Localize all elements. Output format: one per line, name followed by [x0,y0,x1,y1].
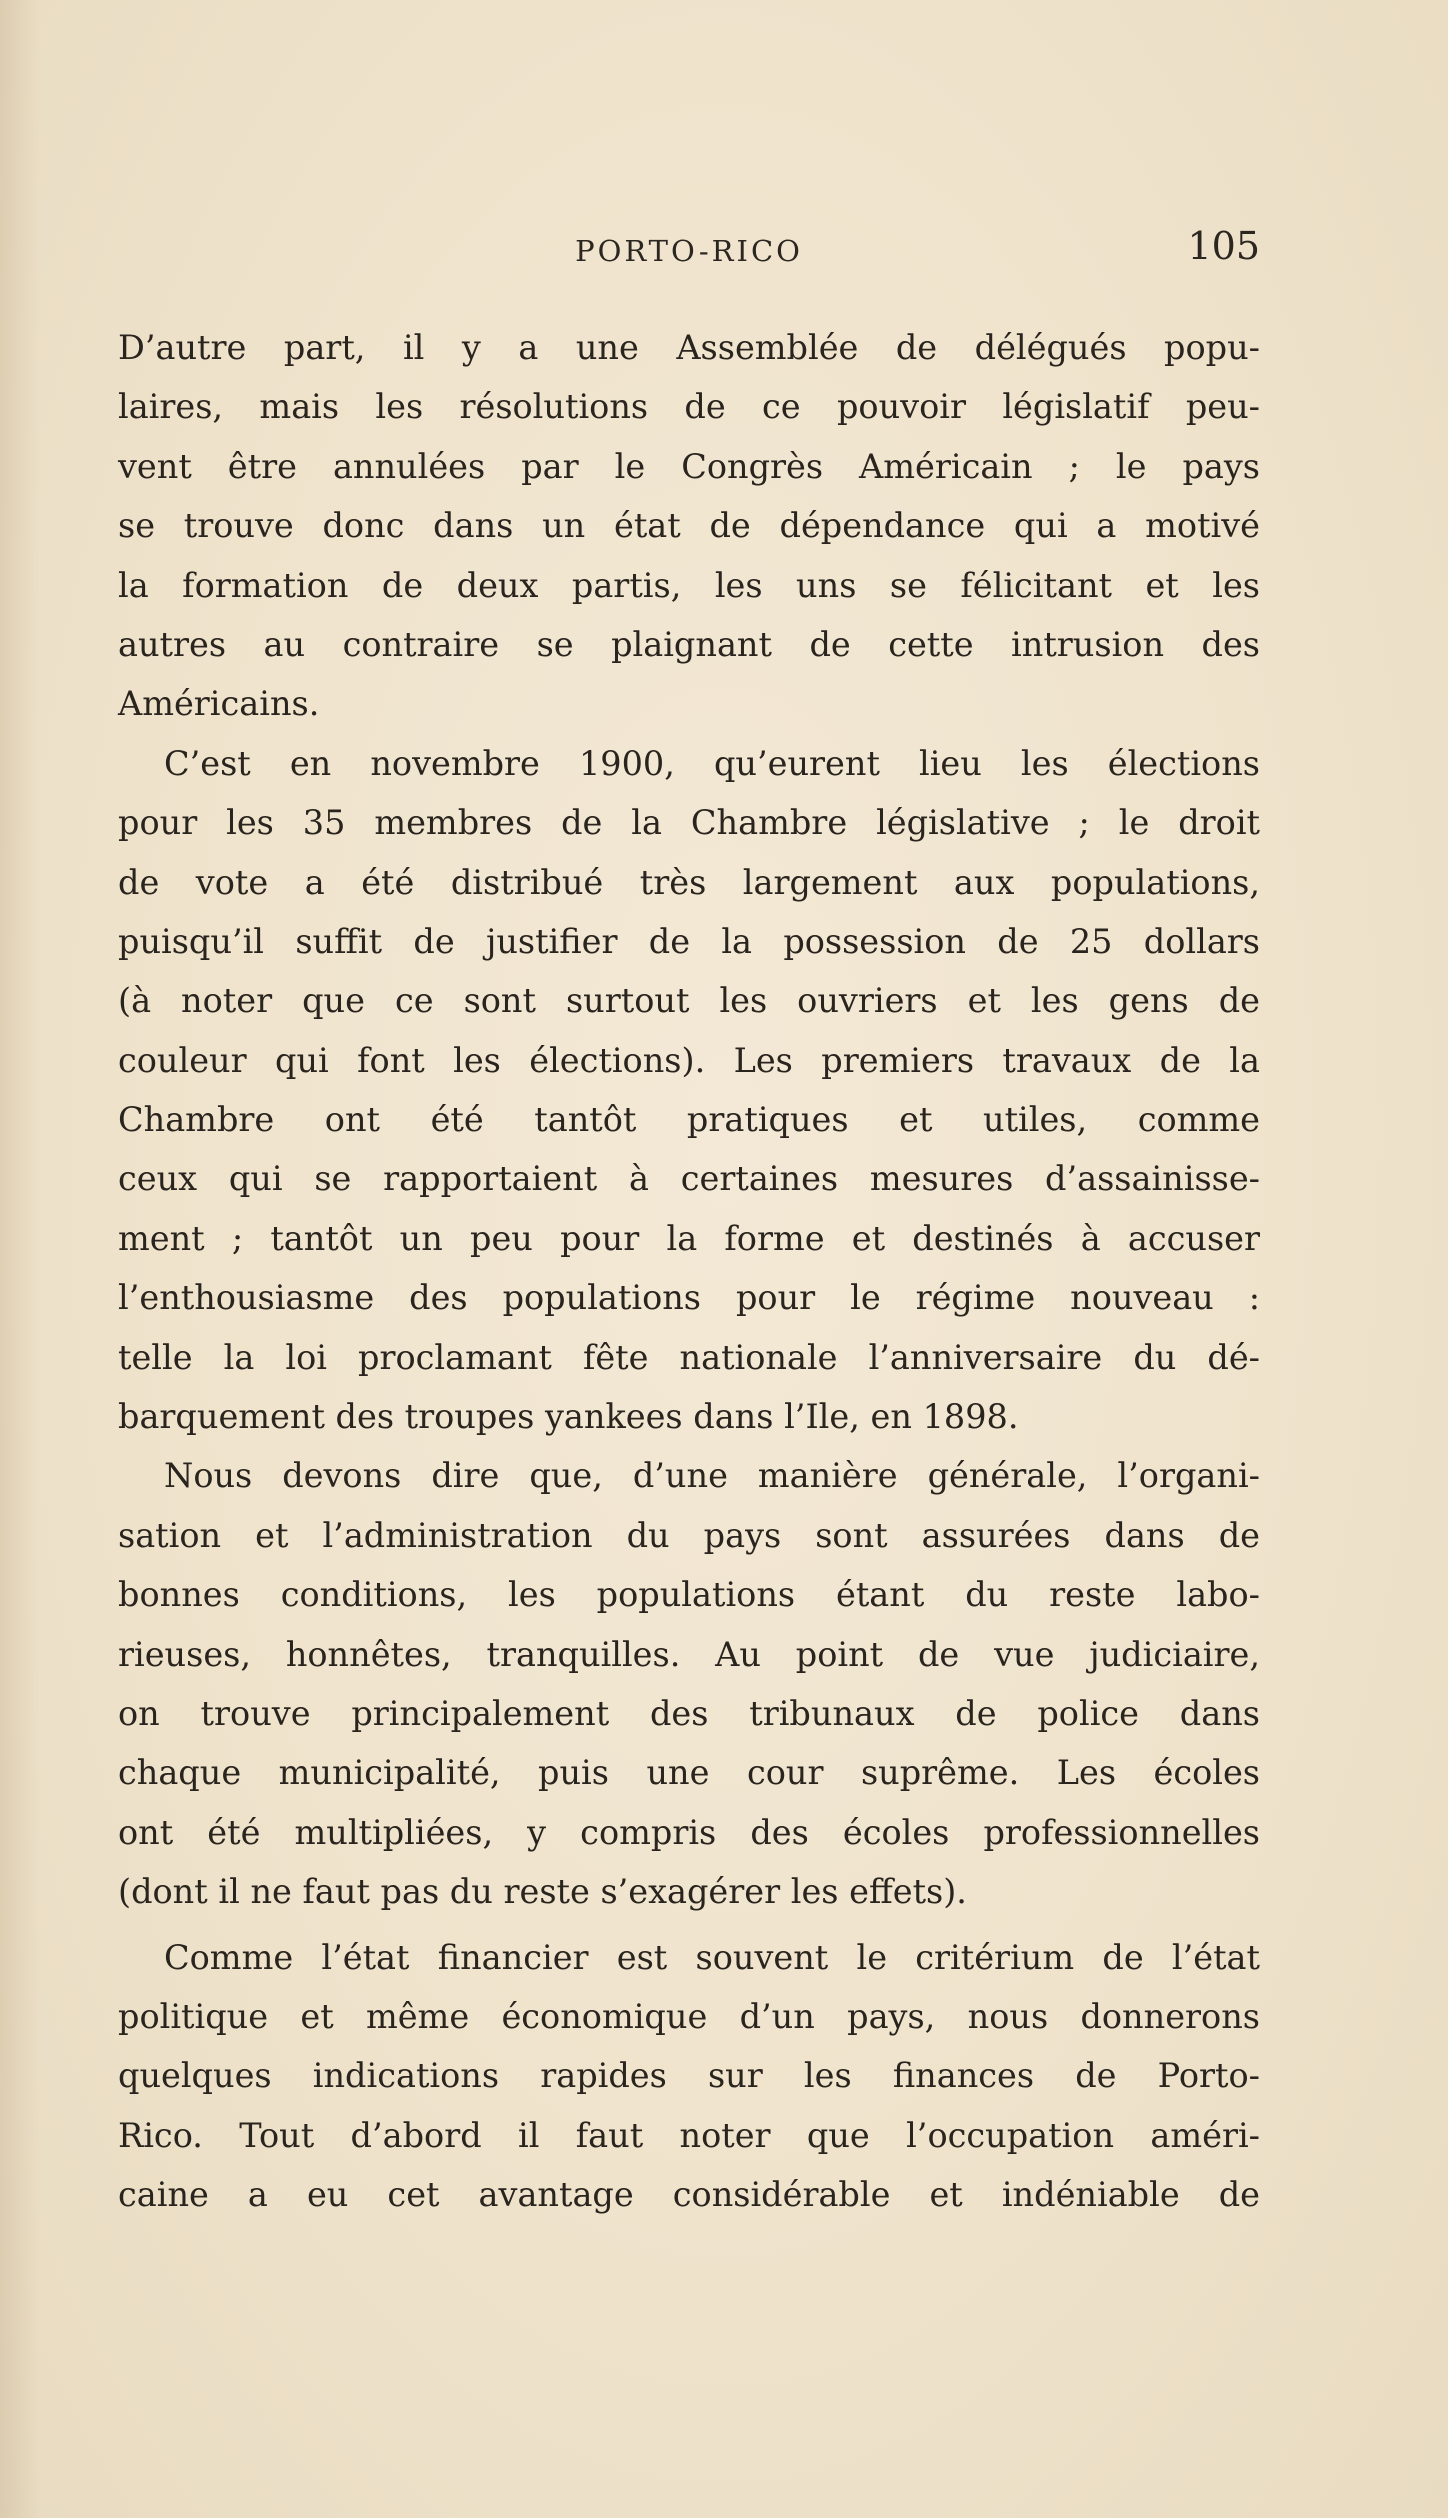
page-gutter-shadow [0,0,40,2518]
text-line: se trouve donc dans un état de dépendance qui a motivé [118,506,1260,546]
text-line: autres au contraire se plaignant de cette intrusion des [118,624,1260,664]
text-line: quelques indications rapides sur les finances de Porto- [118,2056,1260,2096]
text-line: ceux qui se rapportaient à certaines mesures d’assainisse- [118,1159,1260,1199]
text-line: ont été multipliées, y compris des écoles professionnelles [118,1812,1260,1852]
text-line: (dont il ne faut pas du reste s’exagérer les effets). [118,1872,967,1912]
text-line: C’est en novembre 1900, qu’eurent lieu les élections [164,743,1260,783]
text-line: Rico. Tout d’abord il faut noter que l’occupation améri- [118,2115,1260,2155]
text-line: puisqu’il suffit de justifier de la possession de 25 dollars [118,921,1260,961]
text-line: D’autre part, il y a une Assemblée de délégués popu- [118,328,1260,367]
text-line: bonnes conditions, les populations étant du reste labo- [118,1575,1260,1615]
text-line: sation et l’administration du pays sont assurées dans de [118,1515,1260,1555]
text-line: Américains. [118,684,320,724]
page-header [118,222,1260,282]
text-line: Nous devons dire que, d’une manière générale, l’organi- [164,1456,1260,1496]
page-number: 105 [1187,224,1260,268]
body-text [118,318,1260,2225]
running-title: PORTO-RICO [575,234,803,268]
text-line: barquement des troupes yankees dans l’Ile, en 1898. [118,1397,1019,1437]
text-line: pour les 35 membres de la Chambre législative ; le droit [118,803,1260,843]
text-line: la formation de deux partis, les uns se félicitant et les [118,565,1260,605]
text-line: caine a eu cet avantage considérable et indéniable de [118,2175,1260,2215]
text-line: rieuses, honnêtes, tranquilles. Au point de vue judiciaire, [118,1634,1260,1674]
text-line: telle la loi proclamant fête nationale l’anniversaire du dé- [118,1337,1260,1377]
text-line: (à noter que ce sont surtout les ouvriers et les gens de [118,981,1260,1021]
text-line: ment ; tantôt un peu pour la forme et destinés à accuser [118,1218,1260,1258]
text-line: de vote a été distribué très largement aux populations, [118,862,1260,902]
text-line: Comme l’état financier est souvent le critérium de l’état [164,1937,1260,1977]
text-line: on trouve principalement des tribunaux de police dans [118,1693,1260,1733]
text-line: chaque municipalité, puis une cour suprême. Les écoles [118,1753,1260,1793]
text-line: Chambre ont été tantôt pratiques et utiles, comme [118,1100,1260,1140]
text-line: vent être annulées par le Congrès Américain ; le pays [118,446,1260,486]
text-line: laires, mais les résolutions de ce pouvoir législatif peu- [118,387,1260,427]
text-line: politique et même économique d’un pays, nous donnerons [118,1996,1260,2036]
text-line: l’enthousiasme des populations pour le régime nouveau : [118,1278,1260,1318]
text-line: couleur qui font les élections). Les premiers travaux de la [118,1040,1260,1080]
